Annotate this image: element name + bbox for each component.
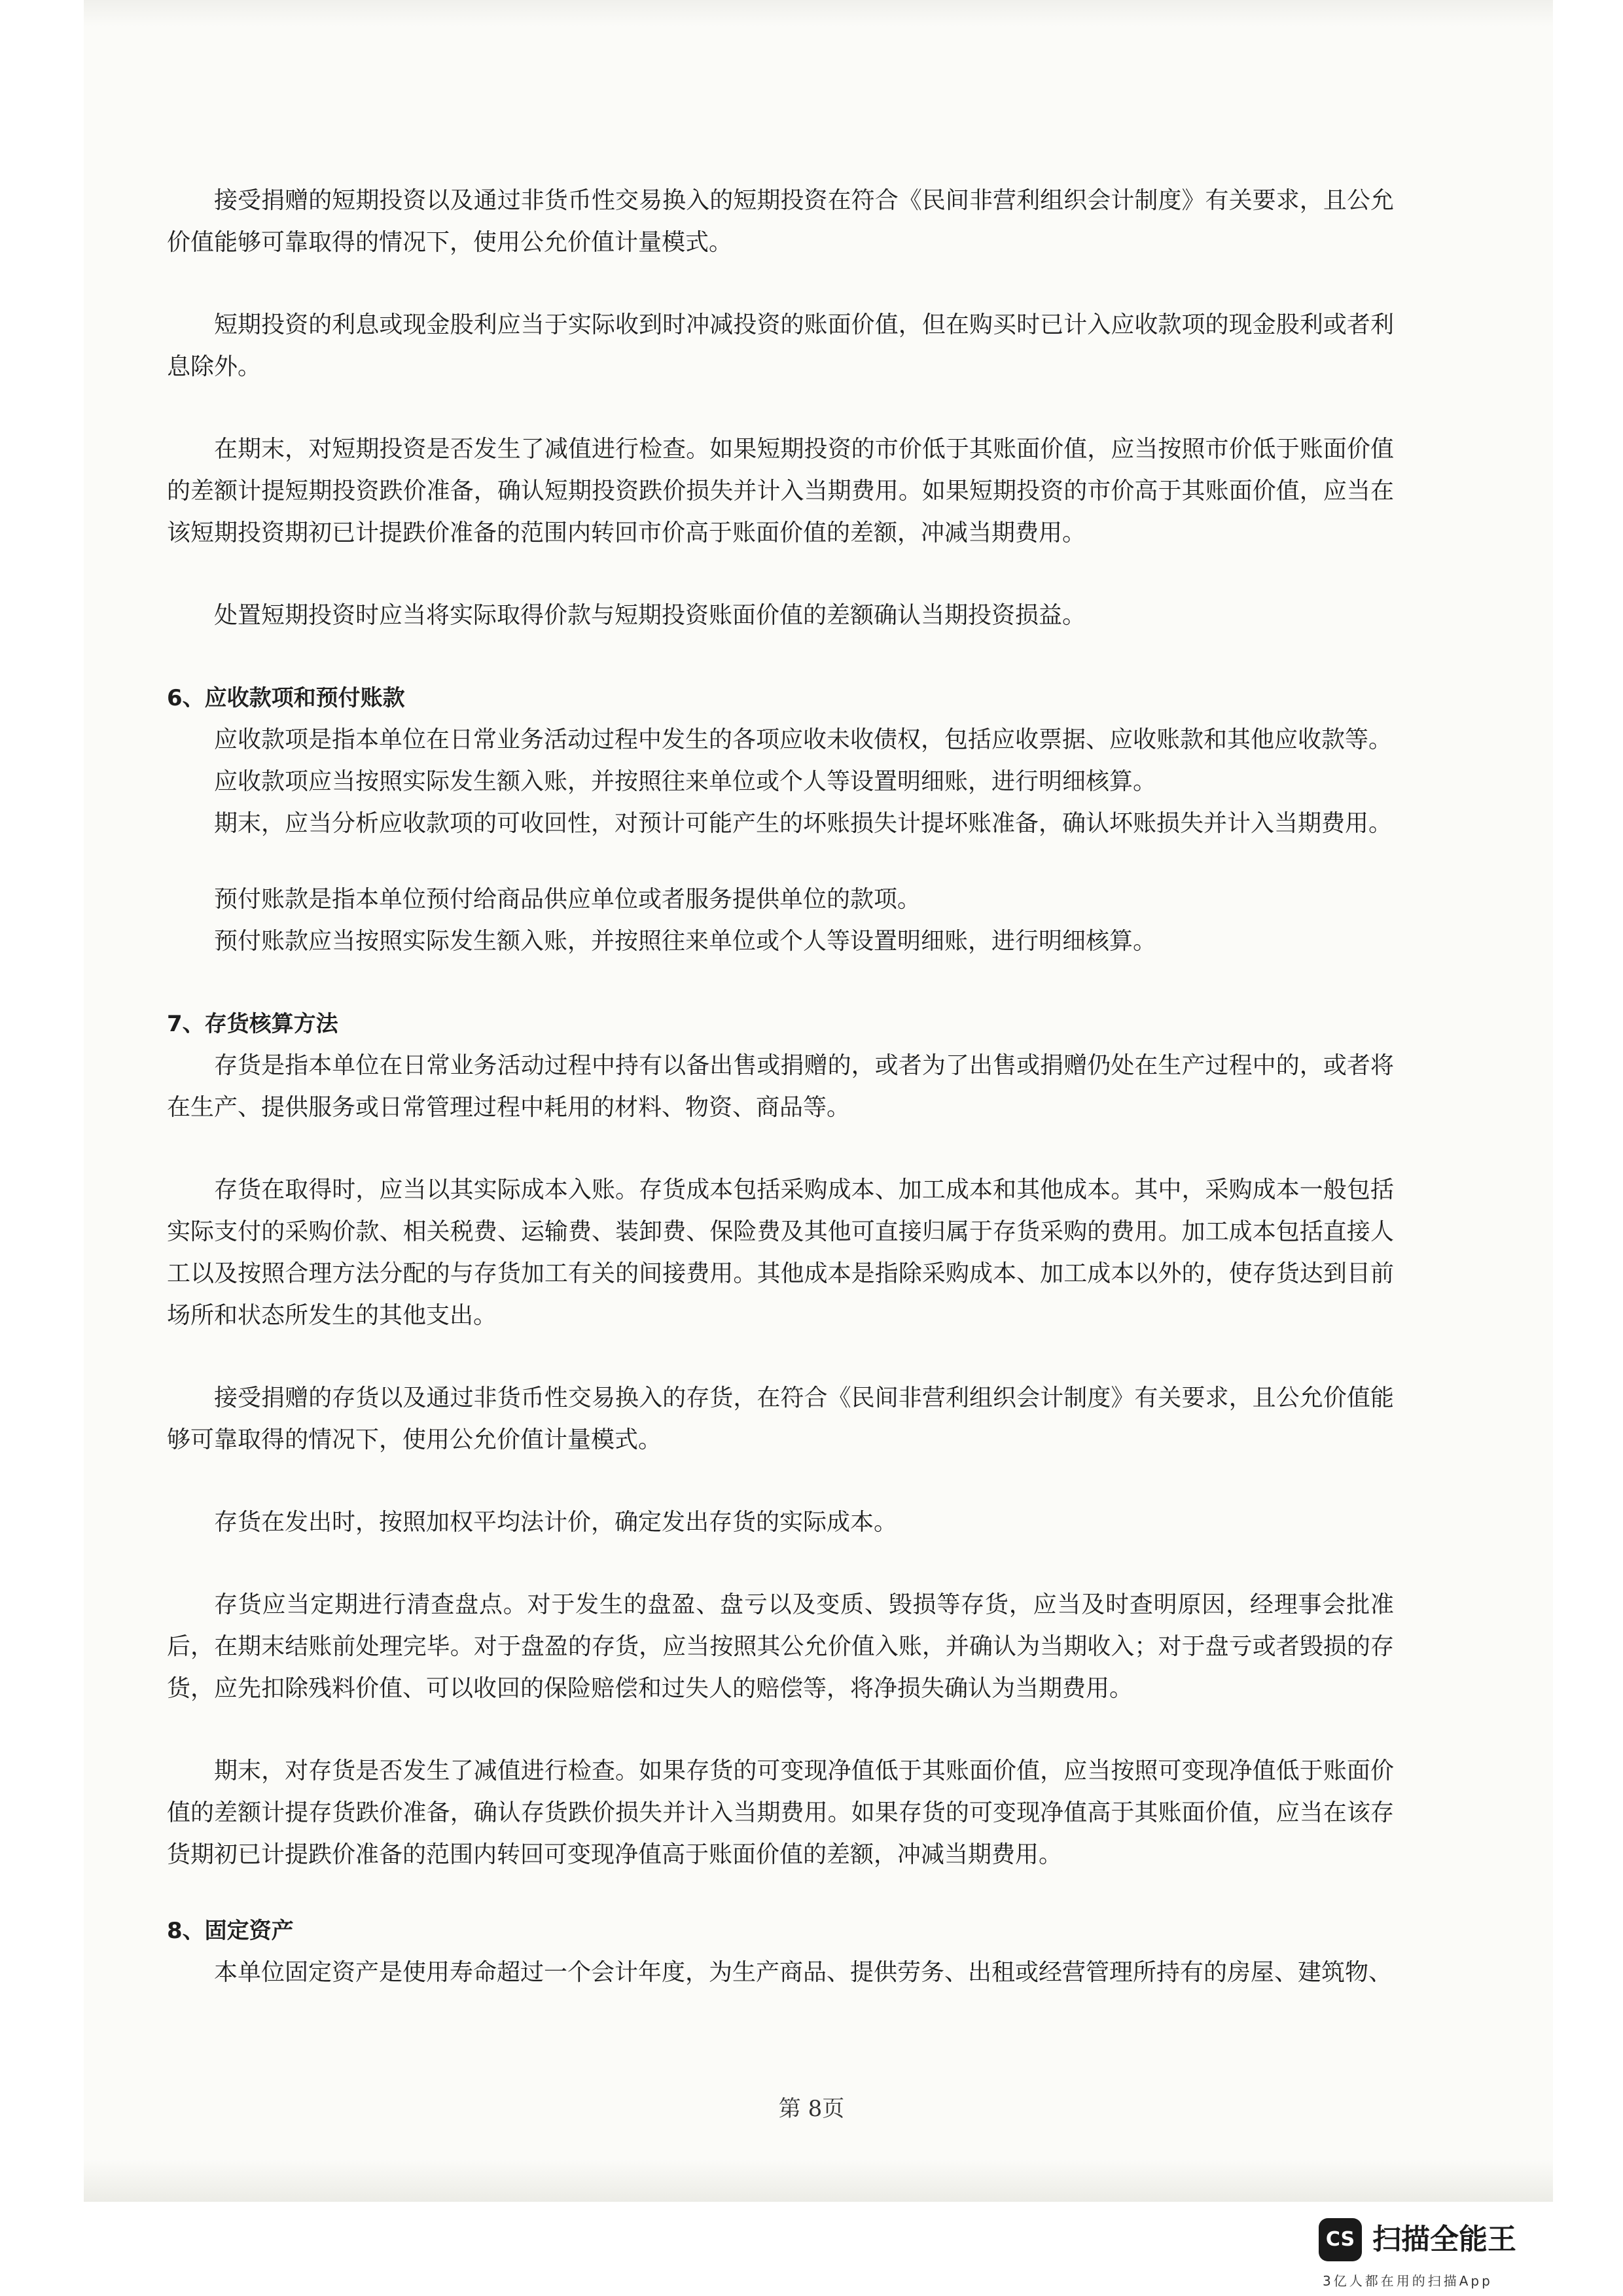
- paragraph: 应收款项应当按照实际发生额入账，并按照往来单位或个人等设置明细账，进行明细核算。: [214, 768, 1157, 795]
- paragraph: 预付账款是指本单位预付给商品供应单位或者服务提供单位的款项。: [214, 886, 921, 913]
- section-heading-inventory: 7、存货核算方法: [167, 1011, 338, 1037]
- camscanner-logo-icon: CS: [1319, 2218, 1362, 2261]
- paragraph: 期末，对存货是否发生了减值进行检查。如果存货的可变现净值低于其账面价值，应当按照可变现净值低于账面价值的差额计提存货跌价准备，确认存货跌价损失并计入当期费用。如果存货的可变现净值高于其账面价值，应当在该存货期初已计提跌价准备的范围内转回可变现净值高于账面价值的差额，冲减当期费用。: [167, 1757, 1394, 1868]
- paragraph: 存货在取得时，应当以其实际成本入账。存货成本包括采购成本、加工成本和其他成本。其中，采购成本一般包括实际支付的采购价款、相关税费、运输费、装卸费、保险费及其他可直接归属于存货采购的费用。加工成本包括直接人工以及按照合理方法分配的与存货加工有关的间接费用。其他成本是指除采购成本、加工成本以外的，使存货达到目前场所和状态所发生的其他支出。: [167, 1176, 1394, 1329]
- paragraph: 本单位固定资产是使用寿命超过一个会计年度，为生产商品、提供劳务、出租或经营管理所持有的房屋、建筑物、: [214, 1959, 1393, 1986]
- paragraph: 在期末，对短期投资是否发生了减值进行检查。如果短期投资的市价低于其账面价值，应当按照市价低于账面价值的差额计提短期投资跌价准备，确认短期投资跌价损失并计入当期费用。如果短期投资的市价高于其账面价值，应当在该短期投资期初已计提跌价准备的范围内转回市价高于账面价值的差额，冲减当期费用。: [167, 436, 1394, 546]
- section-heading-fixed-assets: 8、固定资产: [167, 1918, 294, 1944]
- paragraph: 应收款项是指本单位在日常业务活动过程中发生的各项应收未收债权，包括应收票据、应收账款和其他应收款等。: [214, 726, 1393, 753]
- watermark-tagline: 3亿人都在用的扫描App: [1323, 2273, 1493, 2289]
- paragraph: 存货应当定期进行清查盘点。对于发生的盘盈、盘亏以及变质、毁损等存货，应当及时查明原因，经理事会批准后，在期末结账前处理完毕。对于盘盈的存货，应当按照其公允价值入账，并确认为当期收入；对于盘亏或者毁损的存货，应先扣除残料价值、可以收回的保险赔偿和过失人的赔偿等，将净损失确认为当期费用。: [167, 1591, 1394, 1702]
- section-heading-receivables: 6、应收款项和预付账款: [167, 685, 405, 711]
- paragraph: 期末，应当分析应收款项的可收回性，对预计可能产生的坏账损失计提坏账准备，确认坏账损失并计入当期费用。: [214, 810, 1393, 837]
- scanner-watermark: [1319, 2218, 1594, 2290]
- paragraph: 存货在发出时，按照加权平均法计价，确定发出存货的实际成本。: [214, 1509, 898, 1536]
- paragraph: 接受捐赠的存货以及通过非货币性交易换入的存货，在符合《民间非营利组织会计制度》有关要求，且公允价值能够可靠取得的情况下，使用公允价值计量模式。: [167, 1385, 1394, 1453]
- scan-edge-bottom: [84, 2159, 1553, 2202]
- paragraph: 接受捐赠的短期投资以及通过非货币性交易换入的短期投资在符合《民间非营利组织会计制度》有关要求，且公允价值能够可靠取得的情况下，使用公允价值计量模式。: [167, 187, 1394, 256]
- page-number: 第 8页: [778, 2096, 845, 2122]
- paragraph: 短期投资的利息或现金股利应当于实际收到时冲减投资的账面价值，但在购买时已计入应收款项的现金股利或者利息除外。: [167, 311, 1394, 380]
- watermark-brand: 扫描全能王: [1372, 2223, 1516, 2256]
- paragraph: 处置短期投资时应当将实际取得价款与短期投资账面价值的差额确认当期投资损益。: [214, 602, 1086, 629]
- document-body: [167, 180, 1394, 1994]
- paragraph: 存货是指本单位在日常业务活动过程中持有以备出售或捐赠的，或者为了出售或捐赠仍处在生产过程中的，或者将在生产、提供服务或日常管理过程中耗用的材料、物资、商品等。: [167, 1052, 1394, 1121]
- scan-edge-top: [84, 0, 1553, 26]
- paragraph: 预付账款应当按照实际发生额入账，并按照往来单位或个人等设置明细账，进行明细核算。: [214, 928, 1157, 955]
